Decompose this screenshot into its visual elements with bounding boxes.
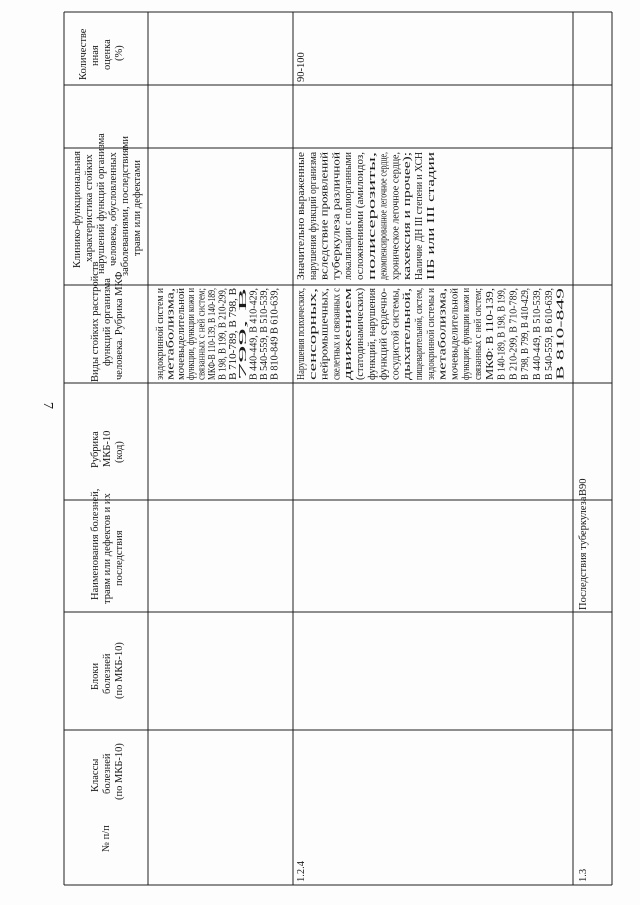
svg-text:Рубрика: Рубрика (90, 431, 101, 468)
svg-text:(по МКБ-10): (по МКБ-10) (114, 743, 125, 800)
svg-text:человека, обусловленных: человека, обусловленных (108, 152, 119, 266)
svg-text:нная: нная (90, 45, 101, 66)
svg-text:последствия: последствия (114, 530, 125, 586)
svg-text:(по МКБ-10): (по МКБ-10) (114, 642, 125, 699)
cell-line: В 210-299, В 710-789, (508, 282, 520, 380)
cell-line: мочевыделительной (175, 289, 187, 380)
cell-line: МКФ: В 110-139, (484, 303, 496, 380)
cell-line: В 540-559, В 610-639, (543, 282, 555, 380)
cell-line: пищеварительной, систем, (414, 261, 425, 380)
cell-line: В 798, В 799, В 410-429, (520, 271, 532, 380)
header-number (101, 825, 112, 852)
svg-text:Наименования болезней,: Наименования болезней, (90, 488, 101, 600)
cell-line: метаболизма, (437, 320, 449, 380)
cell-line: В 710-789, В 798, В (227, 292, 239, 380)
header-disorder-types (90, 261, 125, 382)
header-classes (90, 743, 125, 800)
svg-text:заболеваниями, последствиями: заболеваниями, последствиями (120, 135, 131, 276)
cell-line: эндокринной системы и (425, 272, 437, 380)
cell-line: сосудистой системы, (390, 286, 402, 380)
svg-text:нарушений функций организма: нарушений функций организма (96, 133, 107, 274)
cell-line: В 810-849 В 610-639, (269, 285, 281, 380)
svg-text:Количестве: Количестве (78, 28, 89, 80)
header-disease-names (90, 489, 125, 604)
cell-line: сенсорных, (307, 329, 319, 380)
svg-text:функций организма: функций организма (102, 278, 113, 366)
table-header (72, 28, 143, 852)
header-blocks (90, 642, 125, 699)
cell-line: кахексия и прочее); (402, 193, 414, 280)
cell-line: локализации с полиорганными (343, 141, 355, 280)
cell-line: нейромышечных, (319, 301, 331, 380)
cell-line: (статодинамических) (355, 285, 366, 380)
row1-disorders-cell (155, 255, 281, 380)
svg-text:болезней: болезней (102, 653, 113, 694)
cell-line: скелетных и связанных с (331, 268, 343, 380)
cell-line: вследствие проявлений (319, 175, 331, 280)
row2-disorders-cell (296, 261, 567, 380)
cell-line: эндокринной систем и (155, 279, 166, 380)
cell-line: функций сердечно- (378, 294, 390, 380)
row2-clinical-cell (296, 108, 437, 280)
cell-line: связанных с ней систем; (196, 271, 208, 380)
row2-score: 90-100 (296, 52, 307, 82)
header-quantitative-score (78, 28, 125, 80)
row3-icd-code: B90 (578, 478, 589, 496)
cell-line: Нарушения психических, (296, 265, 307, 380)
svg-text:характеристика стойких: характеристика стойких (84, 154, 95, 262)
cell-line: В 540-559, В 510-539, (259, 282, 270, 380)
svg-text:оценка: оценка (102, 39, 113, 70)
svg-text:Клинико-функциональная: Клинико-функциональная (72, 151, 83, 268)
cell-line: полисерозиты, (366, 214, 378, 280)
cell-line: функции; функции кожи и (461, 262, 473, 380)
header-icd-code (90, 431, 125, 468)
cell-line: В 810-849 (555, 335, 567, 380)
svg-text:Классы: Классы (90, 758, 101, 792)
svg-text:человека. Рубрика МКФ: человека. Рубрика МКФ (114, 271, 125, 380)
svg-text:МКБ-10: МКБ-10 (102, 430, 113, 467)
cell-line: дыхательной, (402, 319, 414, 380)
cell-line: В 440-449, В 510-539, (532, 282, 543, 380)
svg-text:(код): (код) (114, 441, 125, 463)
cell-line: хроническое легочное сердце, (390, 145, 402, 280)
cell-line: метаболизма, (165, 320, 177, 380)
cell-line: связанных с ней систем; (473, 271, 484, 380)
cell-line: нарушения функций организма (307, 139, 319, 280)
cell-line: В 140-189, В 198, В 199, (496, 271, 508, 380)
cell-line: IIБ или III стадии (425, 201, 437, 280)
cell-line: МКФ-В 110-139, В 140-189, (207, 255, 218, 380)
cell-line: функций, нарушения (366, 285, 378, 380)
svg-text:травм или дефектов и их: травм или дефектов и их (102, 493, 113, 604)
cell-line: В 198, В 199, В 210-299, (217, 271, 229, 380)
svg-text:(%): (%) (114, 45, 125, 61)
cell-line: 799, В (238, 351, 250, 380)
cell-line: Наличие ДН III степени и ХСН (414, 140, 425, 280)
cell-line: Значительно выраженные (296, 164, 307, 280)
svg-text:№ п/п: № п/п (101, 825, 112, 852)
svg-text:Виды стойких расстройств: Виды стойких расстройств (90, 261, 101, 382)
cell-line: туберкулеза различной (331, 177, 343, 280)
svg-text:Блоки: Блоки (90, 662, 101, 690)
table-grid (64, 12, 612, 885)
svg-text:травм или дефектами: травм или дефектами (132, 160, 143, 256)
row3-number: 1.3 (578, 868, 589, 882)
svg-text:болезней: болезней (102, 753, 113, 794)
cell-line: движением (343, 329, 355, 380)
cell-line: декомпенсированное легочное сердце, (378, 108, 390, 280)
header-clinical-characteristic (72, 133, 143, 276)
page-number: 7 (40, 402, 55, 409)
row3-disease-name: Последствия туберкулеза (578, 496, 589, 610)
row2-number: 1.2.4 (296, 861, 307, 882)
cell-line: мочевыделительной (449, 289, 461, 380)
cell-line: В 440-449, В 410-429, (248, 282, 260, 380)
cell-line: осложнениями (амилоидоз, (355, 157, 366, 280)
cell-line: функции, функции кожи и (186, 262, 198, 380)
